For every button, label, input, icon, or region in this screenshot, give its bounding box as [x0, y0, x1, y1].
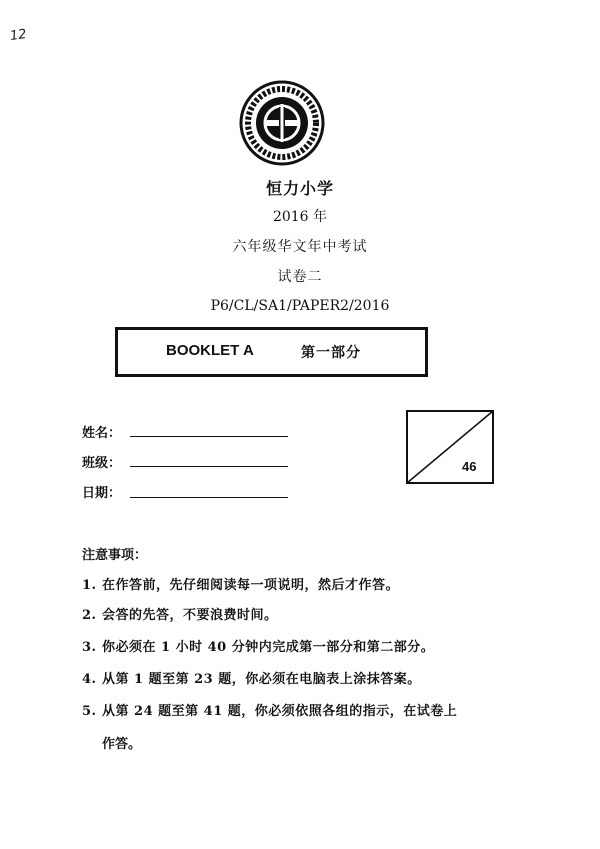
- note-text: 你必须在 1 小时 40 分钟内完成第一部分和第二部分。: [102, 640, 435, 655]
- score-total: 46: [462, 459, 477, 474]
- paper-code: P6/CL/SA1/PAPER2/2016: [210, 298, 390, 314]
- note-text: 在作答前，先仔细阅读每一项说明，然后才作答。: [102, 578, 400, 593]
- note-text: 从第 24 题至第 41 题，你必须依照各组的指示，在试卷上: [102, 704, 458, 719]
- note-item-5-continued: 作答。: [102, 737, 142, 752]
- score-box: [406, 410, 494, 484]
- booklet-label-en: BOOKLET A: [166, 342, 254, 359]
- note-number: 3.: [82, 640, 97, 655]
- note-text: 会答的先答，不要浪费时间。: [102, 608, 278, 623]
- booklet-box: [115, 327, 428, 377]
- date-field[interactable]: [130, 496, 288, 498]
- school-name: 恒力小学: [265, 179, 334, 198]
- note-number: 1.: [82, 578, 97, 593]
- note-item-5: [82, 700, 457, 719]
- notes-title: 注意事项：: [82, 548, 148, 563]
- exam-title: 六年级华文年中考试: [232, 239, 368, 255]
- exam-year: 2016 年: [272, 209, 328, 225]
- handwritten-page-mark: 12: [9, 26, 28, 45]
- note-item-4: [82, 668, 421, 687]
- booklet-label-cn: 第一部分: [301, 345, 361, 361]
- note-number: 2.: [82, 608, 97, 623]
- date-label: 日期：: [82, 486, 122, 501]
- name-field[interactable]: [130, 435, 288, 437]
- paper-label: 试卷二: [277, 269, 323, 285]
- note-item-2: [82, 604, 278, 623]
- class-label: 班级：: [82, 456, 122, 471]
- note-number: 4.: [82, 672, 97, 687]
- school-crest-logo: [239, 80, 325, 166]
- note-number: 5.: [82, 704, 97, 719]
- note-item-3: [82, 636, 434, 655]
- name-label: 姓名：: [82, 426, 122, 441]
- note-text: 从第 1 题至第 23 题，你必须在电脑表上涂抹答案。: [102, 672, 421, 687]
- class-field[interactable]: [130, 465, 288, 467]
- note-item-1: [82, 574, 399, 593]
